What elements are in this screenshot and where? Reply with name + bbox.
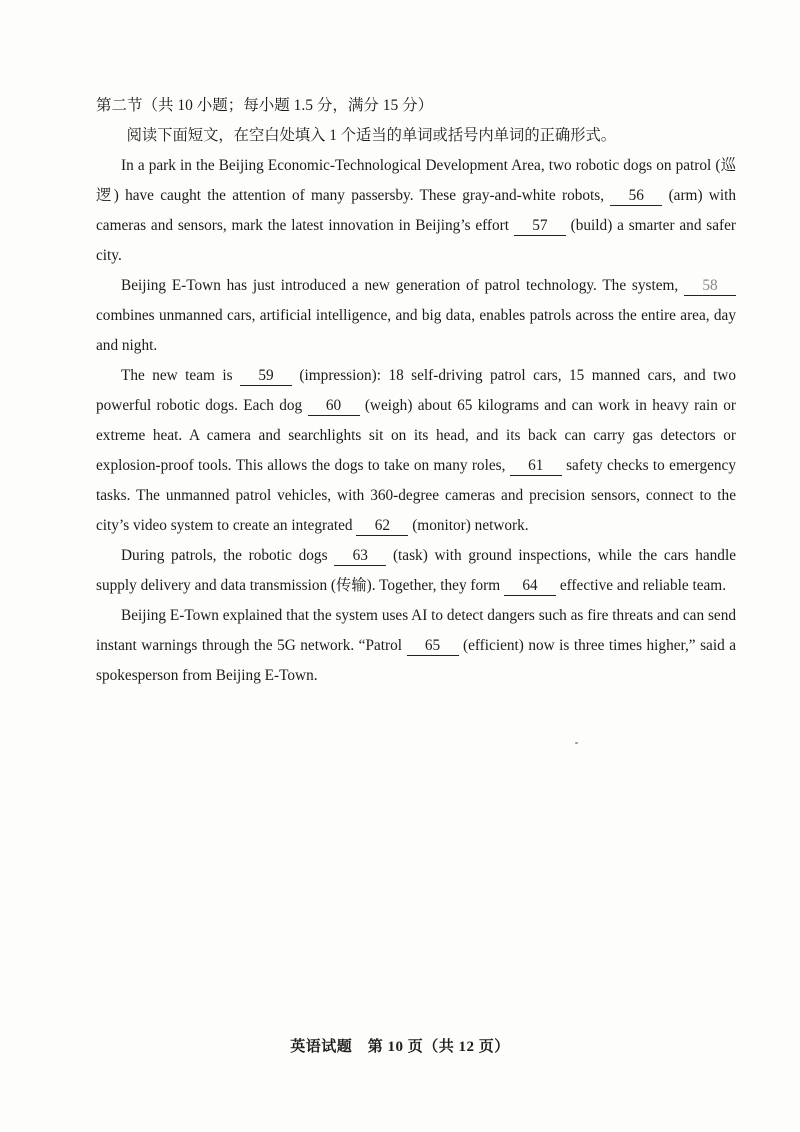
paragraph-text: Beijing E-Town has just introduced a new generation of patrol technology. The system, (121, 277, 684, 294)
paragraph-text: (efficient) now is three times higher,” said a spokesperson from Beijing E-Town. (96, 637, 736, 684)
paragraph-text: (weigh) about 65 kilograms and can work in heavy rain or extreme heat. A camera and searchlights sit on its head, and its back can carry gas detectors or explosion-proof tools. This allows the dogs to take on many roles, (96, 397, 736, 474)
blank-59: 59 (240, 367, 292, 386)
paragraph-3 (96, 361, 736, 541)
blank-57: 57 (514, 217, 566, 236)
paragraph-text: In a park in the Beijing Economic-Technological Development Area, two robotic dogs on patrol (巡逻) have caught the attention of many passersby. These gray-and-white robots, (96, 157, 736, 204)
paragraph-text: effective and reliable team. (556, 577, 727, 594)
scan-speck (575, 742, 578, 744)
blank-61: 61 (510, 457, 562, 476)
paragraph-text: (arm) with cameras and sensors, mark the latest innovation in Beijing’s effort (96, 187, 736, 234)
section-instructions: 阅读下面短文，在空白处填入 1 个适当的单词或括号内单词的正确形式。 (126, 127, 617, 144)
page-content (96, 91, 736, 691)
blank-65: 65 (407, 637, 459, 656)
paragraph-2 (96, 271, 736, 361)
blank-62: 62 (356, 517, 408, 536)
blank-64: 64 (504, 577, 556, 596)
blank-60: 60 (308, 397, 360, 416)
paragraph-text: Beijing E-Town explained that the system uses AI to detect dangers such as fire threats and can send instant warnings through the 5G network. “Patrol (96, 607, 736, 654)
section-title: 第二节（共 10 小题；每小题 1.5 分，满分 15 分） (96, 97, 434, 114)
paragraph-text: (monitor) network. (408, 517, 529, 534)
paragraph-1 (96, 151, 736, 271)
paragraph-5 (96, 601, 736, 691)
paragraph-text: The new team is (121, 367, 240, 384)
blank-63: 63 (334, 547, 386, 566)
blank-56: 56 (610, 187, 662, 206)
blank-58: 58 (684, 277, 736, 296)
paragraph-text: safety checks to emergency tasks. The unmanned patrol vehicles, with 360-degree cameras and precision sensors, connect to the city’s video system to create an integrated (96, 457, 736, 534)
page-footer: 英语试题 第 10 页（共 12 页） (290, 1039, 510, 1055)
paragraph-text: (impression): 18 self-driving patrol cars, 15 manned cars, and two powerful robotic dogs. Each dog (96, 367, 736, 414)
paragraph-text: combines unmanned cars, artificial intelligence, and big data, enables patrols across the entire area, day and night. (96, 307, 736, 354)
paragraph-text: (task) with ground inspections, while the cars handle supply delivery and data transmission (传输). Together, they form (96, 547, 736, 594)
paragraph-text: (build) a smarter and safer city. (96, 217, 736, 264)
paragraph-4 (96, 541, 736, 601)
paragraph-text: During patrols, the robotic dogs (121, 547, 335, 564)
